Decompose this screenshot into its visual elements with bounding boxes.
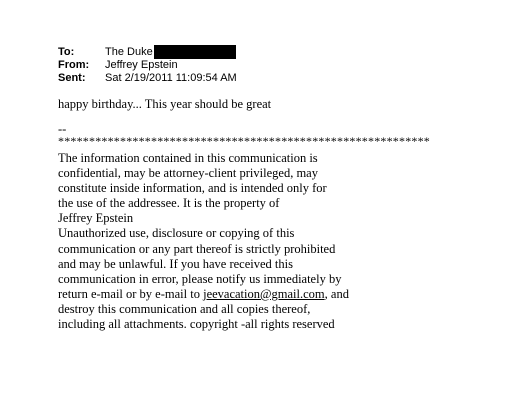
email-header — [58, 46, 237, 85]
email-link[interactable]: jeevacation@gmail.com — [203, 286, 325, 301]
redaction-box — [154, 45, 236, 59]
asterisk-separator: ************************************************************ — [58, 134, 430, 148]
to-value: The Duke — [105, 46, 153, 58]
disclaimer-text: , and — [324, 286, 349, 301]
disclaimer-line: destroy this communication and all copies thereof, — [58, 301, 311, 316]
disclaimer-line: The information contained in this communication is — [58, 151, 318, 165]
disclaimer-line: Unauthorized use, disclosure or copying of this — [58, 226, 295, 241]
disclaimer-line-email — [58, 287, 349, 302]
disclaimer-text: return e-mail or by e-mail to — [58, 286, 204, 301]
signature-dashes: -- — [58, 122, 67, 136]
sent-label: Sent: — [58, 72, 86, 84]
disclaimer-line: communication in error, please notify us immediately by — [58, 271, 342, 286]
disclaimer-line: confidential, may be attorney-client privileged, may — [58, 166, 318, 181]
to-row — [58, 46, 237, 59]
to-label: To: — [58, 46, 75, 58]
disclaimer-line: constitute inside information, and is intended only for — [58, 181, 327, 196]
sent-row — [58, 72, 237, 85]
from-value: Jeffrey Epstein — [105, 59, 178, 71]
sent-value: Sat 2/19/2011 11:09:54 AM — [105, 72, 237, 84]
disclaimer-line: the use of the addressee. It is the property of — [58, 196, 280, 211]
disclaimer-line: Jeffrey Epstein — [58, 211, 134, 226]
from-row — [58, 59, 237, 72]
disclaimer-line: and may be unlawful. If you have received this — [58, 256, 293, 271]
message-body: happy birthday... This year should be great — [58, 97, 272, 111]
disclaimer-line: communication or any part thereof is strictly prohibited — [58, 241, 336, 256]
disclaimer-line: including all attachments. copyright -all rights reserved — [58, 317, 335, 332]
from-label: From: — [58, 59, 90, 71]
confidentiality-disclaimer — [58, 151, 349, 332]
